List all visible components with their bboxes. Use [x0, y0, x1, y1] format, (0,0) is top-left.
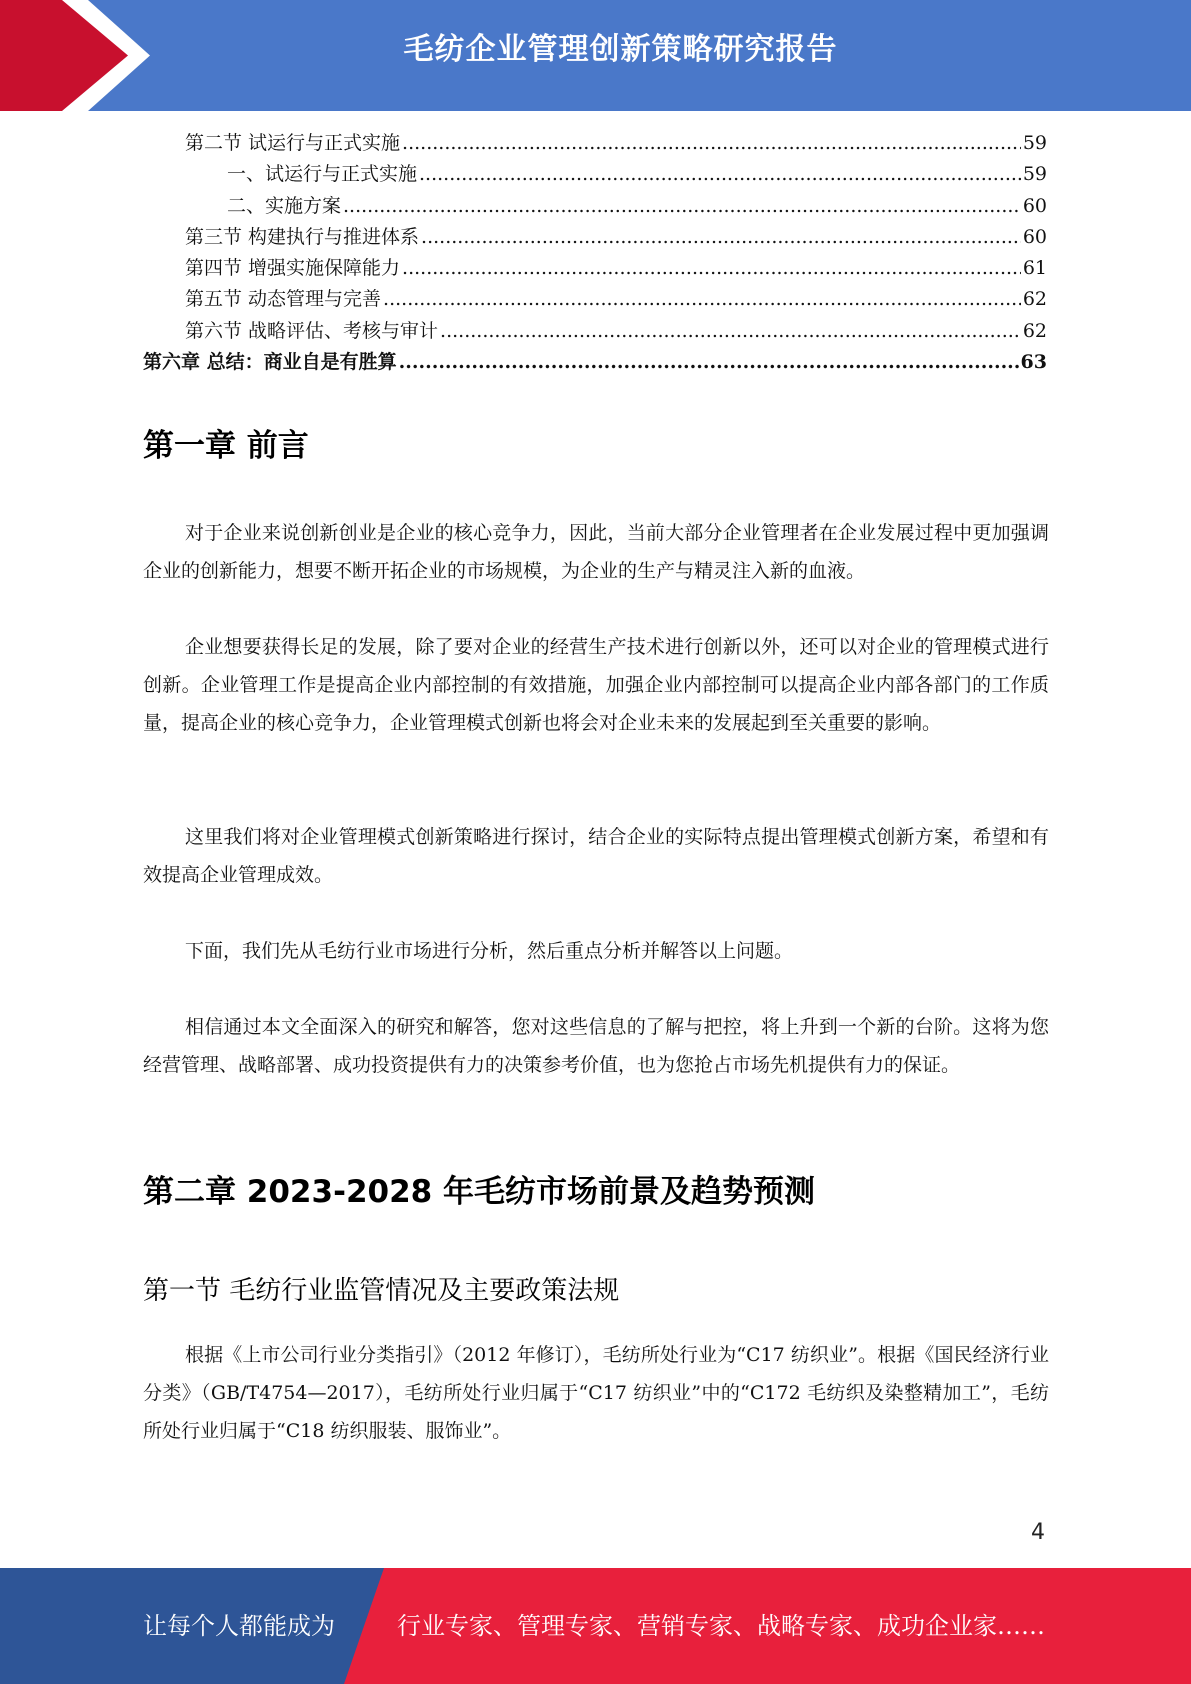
toc-leader-dots: [383, 288, 1021, 310]
report-title: 毛纺企业管理创新策略研究报告: [403, 32, 838, 67]
section-1-heading: 第一节 毛纺行业监管情况及主要政策法规: [143, 1276, 620, 1306]
toc-leader-dots: [343, 195, 1021, 217]
toc-entry-label: 第二节 试运行与正式实施: [185, 132, 401, 154]
chapter-1-paragraph: 相信通过本文全面深入的研究和解答，您对这些信息的了解与把控，将上升到一个新的台阶。这将为您经营管理、战略部署、成功投资提供有力的决策参考价值，也为您抢占市场先机提供有力的保证。: [143, 1016, 1049, 1076]
toc-leader-dots: [402, 132, 1021, 154]
toc-entry[interactable]: [143, 316, 1047, 347]
toc-entry[interactable]: [143, 191, 1047, 222]
footer-slogan-left: 让每个人都能成为: [143, 1612, 335, 1640]
chapter-1-paragraph: 企业想要获得长足的发展，除了要对企业的经营生产技术进行创新以外，还可以对企业的管理模式进行创新。企业管理工作是提高企业内部控制的有效措施，加强企业内部控制可以提高企业内部各部门的工作质量，提高企业的核心竞争力，企业管理模式创新也将会对企业未来的发展起到至关重要的影响。: [143, 636, 1049, 734]
toc-leader-dots: [421, 226, 1021, 248]
toc-entry[interactable]: [143, 128, 1047, 159]
section-1-paragraph: 根据《上市公司行业分类指引》（2012 年修订），毛纺所处行业为“C17 纺织业”。根据《国民经济行业分类》（GB/T4754—2017），毛纺所处行业归属于“C17 纺织业”中的“C172 毛纺织及染整精加工”，毛纺所处行业归属于“C18 纺织服装、服饰业”。: [143, 1344, 1049, 1442]
page-number: 4: [1031, 1520, 1045, 1545]
toc-entry-page: 59: [1022, 132, 1047, 154]
chapter-1-paragraph: 下面，我们先从毛纺行业市场进行分析，然后重点分析并解答以上问题。: [185, 940, 794, 962]
toc-entry-page: 60: [1022, 225, 1047, 248]
toc-leader-dots: [399, 351, 1019, 373]
page-header: [0, 0, 1191, 111]
toc-entry-label: 第六章 总结：商业自是有胜算: [143, 351, 397, 374]
toc-entry-page: 63: [1020, 351, 1047, 374]
toc-entry-label: 第五节 动态管理与完善: [185, 288, 382, 311]
page-footer: [0, 1568, 1191, 1684]
chapter-1-heading: 第一章 前言: [143, 428, 309, 464]
toc-entry[interactable]: [143, 222, 1047, 253]
chapter-1-paragraph: 对于企业来说创新创业是企业的核心竞争力，因此，当前大部分企业管理者在企业发展过程中更加强调企业的创新能力，想要不断开拓企业的市场规模，为企业的生产与精灵注入新的血液。: [143, 522, 1049, 582]
toc-entry-label: 第六节 战略评估、考核与审计: [185, 319, 439, 342]
toc-entry-page: 62: [1022, 288, 1047, 311]
toc-entry-label: 二、实施方案: [227, 194, 342, 217]
toc-leader-dots: [440, 320, 1021, 342]
toc-entry-label: 一、试运行与正式实施: [227, 163, 418, 186]
toc-entry-label: 第四节 增强实施保障能力: [185, 257, 401, 280]
toc-entry-page: 60: [1022, 194, 1047, 217]
table-of-contents: [143, 128, 1047, 378]
toc-entry-page: 61: [1022, 257, 1047, 280]
toc-entry[interactable]: [143, 284, 1047, 315]
toc-entry-page: 59: [1022, 163, 1047, 186]
toc-chapter-entry[interactable]: [143, 347, 1047, 378]
toc-entry-page: 62: [1022, 319, 1047, 342]
toc-entry[interactable]: [143, 159, 1047, 190]
footer-slogan-right: 行业专家、管理专家、营销专家、战略专家、成功企业家……: [397, 1612, 1045, 1640]
chapter-2-heading: 第二章 2023-2028 年毛纺市场前景及趋势预测: [143, 1174, 816, 1210]
toc-leader-dots: [402, 257, 1021, 279]
toc-entry-label: 第三节 构建执行与推进体系: [185, 225, 420, 248]
toc-leader-dots: [419, 163, 1021, 185]
toc-entry[interactable]: [143, 253, 1047, 284]
chapter-1-paragraph: 这里我们将对企业管理模式创新策略进行探讨，结合企业的实际特点提出管理模式创新方案，希望和有效提高企业管理成效。: [143, 826, 1049, 886]
